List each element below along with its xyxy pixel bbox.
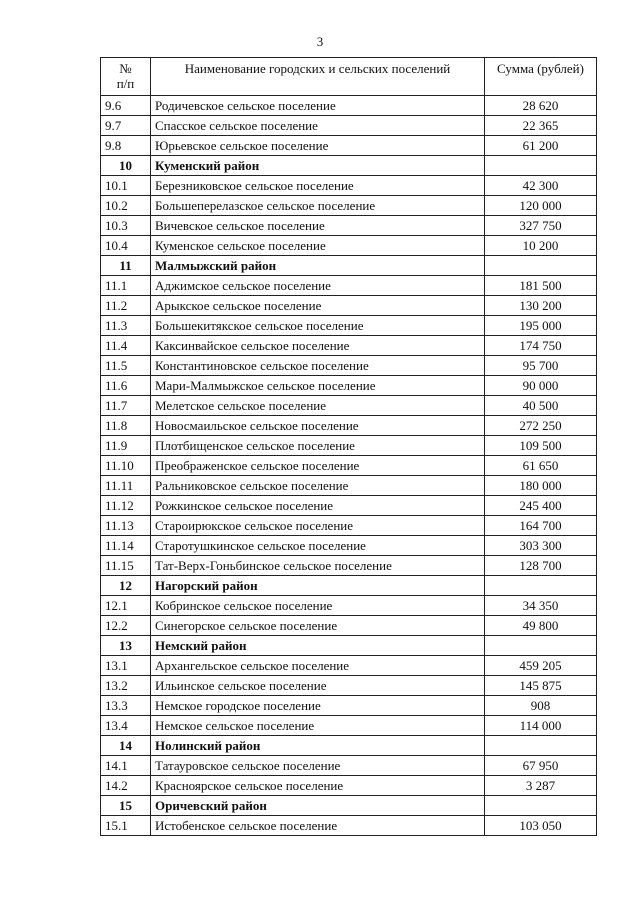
- row-number: 15: [101, 796, 151, 816]
- amount: 459 205: [485, 656, 597, 676]
- row-number: 9.8: [101, 136, 151, 156]
- amount: 49 800: [485, 616, 597, 636]
- settlement-name: Кобринское сельское поселение: [151, 596, 485, 616]
- settlement-name: Новосмаильское сельское поселение: [151, 416, 485, 436]
- table-row: [101, 756, 597, 776]
- settlement-name: Куменское сельское поселение: [151, 236, 485, 256]
- settlement-name: Большеперелазское сельское поселение: [151, 196, 485, 216]
- region-name: Немский район: [151, 636, 485, 656]
- settlement-name: Аджимское сельское поселение: [151, 276, 485, 296]
- amount: [485, 256, 597, 276]
- row-number: 11.1: [101, 276, 151, 296]
- table-row: [101, 136, 597, 156]
- amount: 10 200: [485, 236, 597, 256]
- row-number: 10.4: [101, 236, 151, 256]
- row-number: 10.3: [101, 216, 151, 236]
- amount: [485, 736, 597, 756]
- amount: 22 365: [485, 116, 597, 136]
- table-row: [101, 436, 597, 456]
- amount: 61 650: [485, 456, 597, 476]
- settlement-name: Вичевское сельское поселение: [151, 216, 485, 236]
- amount: 164 700: [485, 516, 597, 536]
- amount: 120 000: [485, 196, 597, 216]
- table-row: [101, 556, 597, 576]
- row-number: 13: [101, 636, 151, 656]
- row-number: 10: [101, 156, 151, 176]
- table-row: [101, 176, 597, 196]
- settlement-name: Ильинское сельское поселение: [151, 676, 485, 696]
- amount: 103 050: [485, 816, 597, 836]
- row-number: 11.14: [101, 536, 151, 556]
- settlement-name: Архангельское сельское поселение: [151, 656, 485, 676]
- row-number: 11.13: [101, 516, 151, 536]
- settlement-name: Арыкское сельское поселение: [151, 296, 485, 316]
- amount: 61 200: [485, 136, 597, 156]
- row-number: 10.2: [101, 196, 151, 216]
- amount: 28 620: [485, 96, 597, 116]
- row-number: 11.12: [101, 496, 151, 516]
- row-number: 11: [101, 256, 151, 276]
- settlement-name: Большекитякское сельское поселение: [151, 316, 485, 336]
- amount: 42 300: [485, 176, 597, 196]
- table-body: [101, 96, 597, 836]
- table-row: [101, 676, 597, 696]
- settlement-name: Родичевское сельское поселение: [151, 96, 485, 116]
- table-row: [101, 376, 597, 396]
- table-row: [101, 276, 597, 296]
- region-name: Куменский район: [151, 156, 485, 176]
- table-row: [101, 316, 597, 336]
- amount: 195 000: [485, 316, 597, 336]
- row-number: 11.15: [101, 556, 151, 576]
- row-number: 13.4: [101, 716, 151, 736]
- amount: 174 750: [485, 336, 597, 356]
- row-number: 11.5: [101, 356, 151, 376]
- amount: 327 750: [485, 216, 597, 236]
- table-row: [101, 396, 597, 416]
- amount: [485, 576, 597, 596]
- settlement-name: Немское городское поселение: [151, 696, 485, 716]
- region-row: [101, 256, 597, 276]
- amount: 95 700: [485, 356, 597, 376]
- row-number: 14: [101, 736, 151, 756]
- table-row: [101, 696, 597, 716]
- table-row: [101, 776, 597, 796]
- row-number: 9.7: [101, 116, 151, 136]
- row-number: 14.1: [101, 756, 151, 776]
- settlements-table: [100, 57, 597, 836]
- row-number: 11.3: [101, 316, 151, 336]
- table-row: [101, 596, 597, 616]
- table-row: [101, 616, 597, 636]
- table-row: [101, 456, 597, 476]
- table-header-row: [101, 58, 597, 96]
- region-row: [101, 636, 597, 656]
- row-number: 15.1: [101, 816, 151, 836]
- settlement-name: Мари-Малмыжское сельское поселение: [151, 376, 485, 396]
- settlement-name: Старотушкинское сельское поселение: [151, 536, 485, 556]
- table-row: [101, 816, 597, 836]
- row-number: 11.4: [101, 336, 151, 356]
- amount: 40 500: [485, 396, 597, 416]
- table-row: [101, 416, 597, 436]
- amount: 272 250: [485, 416, 597, 436]
- settlement-name: Ральниковское сельское поселение: [151, 476, 485, 496]
- settlement-name: Константиновское сельское поселение: [151, 356, 485, 376]
- row-number: 12.2: [101, 616, 151, 636]
- region-row: [101, 156, 597, 176]
- amount: 245 400: [485, 496, 597, 516]
- row-number: 9.6: [101, 96, 151, 116]
- table-row: [101, 716, 597, 736]
- region-name: Нагорский район: [151, 576, 485, 596]
- settlement-name: Истобенское сельское поселение: [151, 816, 485, 836]
- settlement-name: Немское сельское поселение: [151, 716, 485, 736]
- settlement-name: Татауровское сельское поселение: [151, 756, 485, 776]
- row-number: 10.1: [101, 176, 151, 196]
- region-row: [101, 796, 597, 816]
- table-row: [101, 656, 597, 676]
- table-row: [101, 356, 597, 376]
- table-row: [101, 116, 597, 136]
- settlement-name: Каксинвайское сельское поселение: [151, 336, 485, 356]
- header-number: [101, 58, 151, 96]
- row-number: 11.11: [101, 476, 151, 496]
- settlement-name: Юрьевское сельское поселение: [151, 136, 485, 156]
- amount: 908: [485, 696, 597, 716]
- table-row: [101, 196, 597, 216]
- table-row: [101, 236, 597, 256]
- row-number: 14.2: [101, 776, 151, 796]
- amount: 130 200: [485, 296, 597, 316]
- amount: 109 500: [485, 436, 597, 456]
- settlement-name: Плотбищенское сельское поселение: [151, 436, 485, 456]
- amount: 67 950: [485, 756, 597, 776]
- settlement-name: Рожкинское сельское поселение: [151, 496, 485, 516]
- amount: [485, 636, 597, 656]
- region-name: Малмыжский район: [151, 256, 485, 276]
- amount: 34 350: [485, 596, 597, 616]
- page-number: 3: [316, 34, 324, 49]
- row-number: 11.7: [101, 396, 151, 416]
- amount: 3 287: [485, 776, 597, 796]
- table-row: [101, 216, 597, 236]
- row-number: 12.1: [101, 596, 151, 616]
- header-name: Наименование городских и сельских поселений: [151, 58, 485, 96]
- settlement-name: Староирюкское сельское поселение: [151, 516, 485, 536]
- table-row: [101, 476, 597, 496]
- amount: 180 000: [485, 476, 597, 496]
- amount: 128 700: [485, 556, 597, 576]
- amount: 303 300: [485, 536, 597, 556]
- region-name: Нолинский район: [151, 736, 485, 756]
- settlement-name: Преображенское сельское поселение: [151, 456, 485, 476]
- amount: [485, 156, 597, 176]
- table-row: [101, 516, 597, 536]
- region-row: [101, 576, 597, 596]
- settlement-name: Спасское сельское поселение: [151, 116, 485, 136]
- row-number: 11.6: [101, 376, 151, 396]
- amount: 114 000: [485, 716, 597, 736]
- region-name: Оричевский район: [151, 796, 485, 816]
- table-row: [101, 536, 597, 556]
- header-number-line2: п/п: [116, 76, 135, 91]
- row-number: 13.2: [101, 676, 151, 696]
- row-number: 11.8: [101, 416, 151, 436]
- amount: 90 000: [485, 376, 597, 396]
- settlement-name: Красноярское сельское поселение: [151, 776, 485, 796]
- row-number: 13.1: [101, 656, 151, 676]
- row-number: 12: [101, 576, 151, 596]
- table-row: [101, 96, 597, 116]
- table-row: [101, 336, 597, 356]
- amount: 145 875: [485, 676, 597, 696]
- row-number: 11.10: [101, 456, 151, 476]
- row-number: 11.2: [101, 296, 151, 316]
- header-number-line1: №: [119, 61, 132, 76]
- settlement-name: Мелетское сельское поселение: [151, 396, 485, 416]
- amount: 181 500: [485, 276, 597, 296]
- settlement-name: Синегорское сельское поселение: [151, 616, 485, 636]
- settlement-name: Тат-Верх-Гоньбинское сельское поселение: [151, 556, 485, 576]
- header-sum: Сумма (рублей): [485, 58, 597, 96]
- row-number: 11.9: [101, 436, 151, 456]
- amount: [485, 796, 597, 816]
- table-row: [101, 296, 597, 316]
- row-number: 13.3: [101, 696, 151, 716]
- settlement-name: Березниковское сельское поселение: [151, 176, 485, 196]
- table-row: [101, 496, 597, 516]
- region-row: [101, 736, 597, 756]
